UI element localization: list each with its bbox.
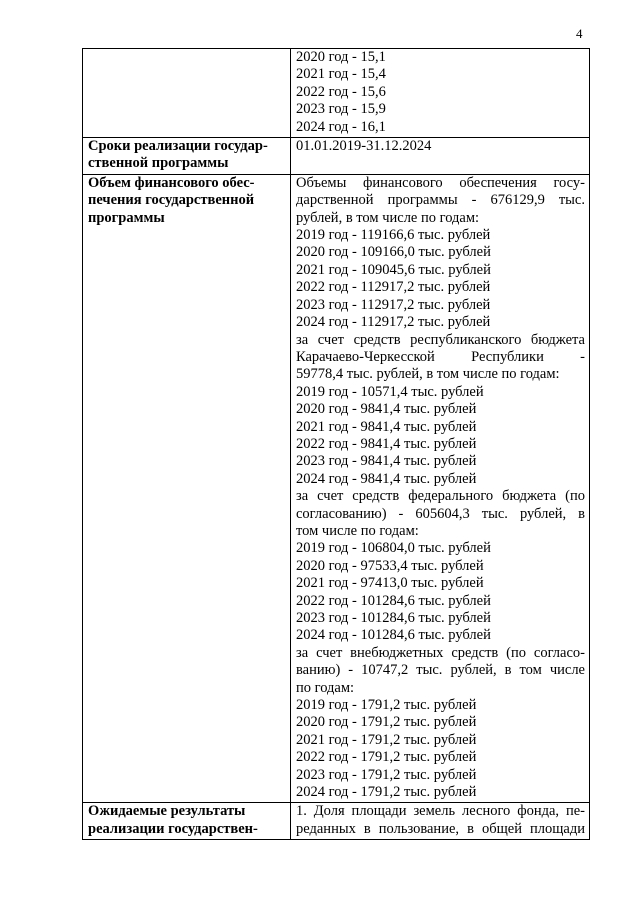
results-line: 1. Доля площади земель лесного фонда, пе-	[296, 803, 585, 820]
financing-line: ванию) - 10747,2 тыс. рублей, в том числе	[296, 662, 585, 679]
financing-line: Объемы финансового обеспечения госу-	[296, 174, 585, 191]
results-value-cell	[291, 803, 590, 840]
financing-line: за счет внебюджетных средств (по согласо-	[296, 644, 585, 661]
financing-year-line: 2020 год - 109166,0 тыс. рублей	[296, 244, 491, 261]
results-label-line: Ожидаемые результаты	[88, 803, 246, 820]
financing-line: за счет средств республиканского бюджета	[296, 331, 585, 348]
financing-label-cell	[83, 174, 291, 803]
financing-year-line: 2023 год - 101284,6 тыс. рублей	[296, 610, 491, 626]
financing-year-line: 2021 год - 97413,0 тыс. рублей	[296, 575, 484, 592]
financing-year-line: 2024 год - 9841,4 тыс. рублей	[296, 470, 477, 487]
financing-line: рублей, в том числе по годам:	[296, 209, 480, 226]
financing-year-line: 2023 год - 9841,4 тыс. рублей	[296, 453, 477, 470]
financing-label-line: Объем финансового обес-	[88, 174, 255, 191]
financing-line: по годам:	[296, 679, 355, 696]
financing-year-line: 2020 год - 1791,2 тыс. рублей	[296, 714, 477, 731]
financing-label-line: программы	[88, 209, 165, 226]
target-value-line: 2021 год - 15,4	[296, 66, 386, 83]
financing-year-line: 2019 год - 119166,6 тыс. рублей	[296, 227, 491, 244]
target-value-line: 2024 год - 16,1	[296, 118, 386, 135]
financing-year-line: 2021 год - 9841,4 тыс. рублей	[296, 418, 477, 435]
financing-year-line: 2020 год - 97533,4 тыс. рублей	[296, 557, 484, 574]
period-label-cell	[83, 138, 291, 175]
page-number: 4	[576, 26, 583, 41]
target-value-line: 2022 год - 15,6	[296, 83, 386, 100]
financing-year-line: 2020 год - 9841,4 тыс. рублей	[296, 401, 477, 418]
passport-table	[82, 48, 590, 840]
financing-year-line: 2022 год - 112917,2 тыс. рублей	[296, 279, 491, 296]
financing-year-line: 2024 год - 112917,2 тыс. рублей	[296, 314, 491, 331]
financing-year-line: 2023 год - 112917,2 тыс. рублей	[296, 296, 491, 313]
results-label-line: реализации государствен-	[88, 820, 258, 837]
financing-year-line: 2022 год - 9841,4 тыс. рублей	[296, 435, 477, 452]
target-value-line: 2023 год - 15,9	[296, 101, 386, 118]
financing-year-line: 2019 год - 106804,0 тыс. рублей	[296, 540, 491, 557]
financing-line: 59778,4 тыс. рублей, в том числе по годам:	[296, 366, 560, 383]
financing-year-line: 2019 год - 10571,4 тыс. рублей	[296, 383, 484, 400]
empty-label-cell	[83, 49, 291, 138]
financing-line: Карачаево-Черкесской Республики -	[296, 348, 585, 365]
financing-year-line: 2021 год - 109045,6 тыс. рублей	[296, 261, 491, 278]
financing-year-line: 2022 год - 101284,6 тыс. рублей	[296, 592, 491, 609]
financing-line: согласованию) - 605604,3 тыс. рублей, в	[296, 505, 585, 522]
period-label-line: ственной программы	[88, 155, 229, 172]
financing-value-cell	[291, 174, 590, 803]
financing-year-line: 2019 год - 1791,2 тыс. рублей	[296, 697, 477, 714]
financing-year-line: 2024 год - 101284,6 тыс. рублей	[296, 627, 491, 644]
table-row-financing	[83, 174, 590, 803]
financing-label-line: печения государственной	[88, 192, 255, 209]
table-row-targets	[83, 49, 590, 138]
period-label-line: Сроки реализации государ-	[88, 138, 268, 155]
financing-line: том числе по годам:	[296, 522, 419, 539]
financing-year-line: 2022 год - 1791,2 тыс. рублей	[296, 749, 477, 766]
targets-value-cell	[291, 49, 590, 138]
financing-year-line: 2021 год - 1791,2 тыс. рублей	[296, 731, 477, 748]
target-value-line: 2020 год - 15,1	[296, 49, 386, 65]
financing-line: дарственной программы - 676129,9 тыс.	[296, 192, 585, 209]
period-value-cell	[291, 138, 590, 175]
financing-line: за счет средств федерального бюджета (по	[296, 488, 585, 505]
period-value: 01.01.2019-31.12.2024	[296, 138, 432, 155]
table-row-expected-results	[83, 803, 590, 840]
results-line: реданных в пользование, в общей площади	[296, 820, 585, 837]
results-label-cell	[83, 803, 291, 840]
financing-year-line: 2023 год - 1791,2 тыс. рублей	[296, 766, 477, 783]
table-row-period	[83, 138, 590, 175]
financing-year-line: 2024 год - 1791,2 тыс. рублей	[296, 784, 477, 801]
